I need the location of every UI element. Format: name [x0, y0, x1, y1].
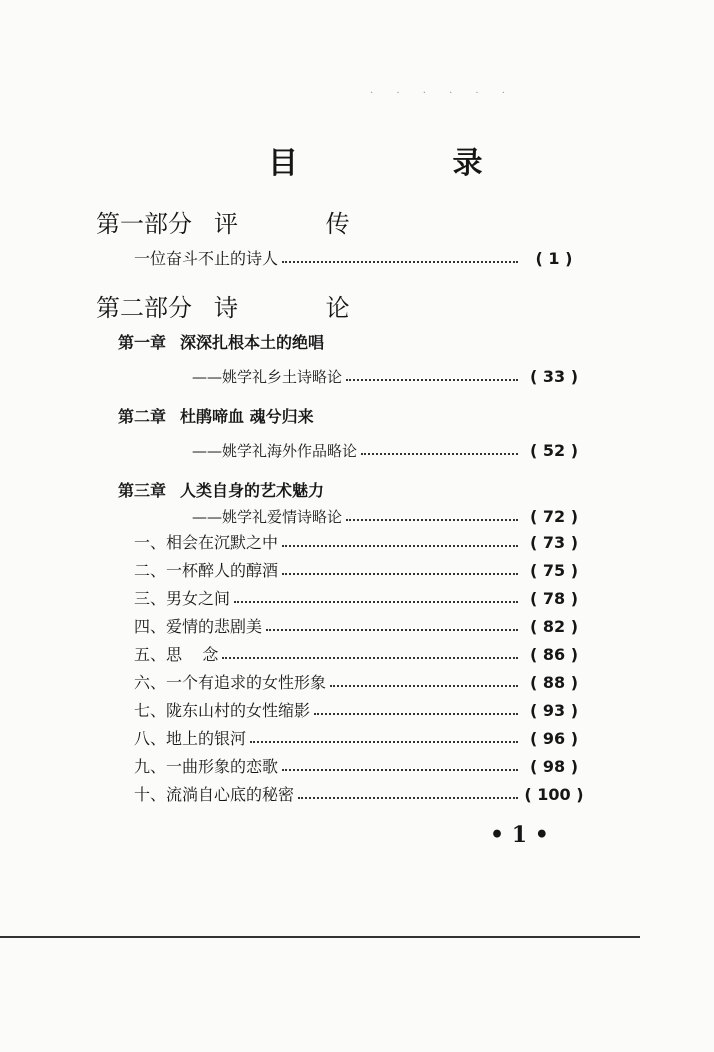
- entry-page: ( 88 ): [529, 673, 579, 692]
- entry-page: ( 75 ): [529, 561, 579, 580]
- toc-entry-section-10[interactable]: [134, 784, 584, 806]
- entry-label: 十、流淌自心底的秘密: [134, 785, 295, 804]
- entry-label: 一位奋斗不止的诗人: [134, 249, 279, 268]
- entry-page: ( 72 ): [529, 507, 579, 526]
- entry-page: ( 96 ): [529, 729, 579, 748]
- toc-entry-section-8[interactable]: [134, 728, 584, 750]
- dot-leader: [346, 379, 518, 381]
- part-heading-2: [96, 288, 390, 323]
- toc-entry-section-4[interactable]: [134, 616, 584, 638]
- toc-entry-chapter-1[interactable]: [192, 366, 584, 388]
- dot-leader: [282, 573, 518, 575]
- page-number: • 1 •: [490, 822, 549, 848]
- entry-page: ( 78 ): [529, 589, 579, 608]
- entry-label: 七、陇东山村的女性缩影: [134, 701, 311, 720]
- entry-page: ( 33 ): [529, 367, 579, 386]
- chapter-heading-3: [118, 478, 324, 501]
- part-heading-1: [96, 204, 390, 239]
- entry-page: ( 1 ): [535, 249, 573, 268]
- toc-title: 目 录: [268, 146, 555, 181]
- toc-entry-section-9[interactable]: [134, 756, 584, 778]
- entry-label: 一、相会在沉默之中: [134, 533, 279, 552]
- entry-label: 五、思 念: [134, 645, 219, 664]
- entry-label: ——姚学礼乡土诗略论: [192, 368, 343, 386]
- entry-page: ( 98 ): [529, 757, 579, 776]
- entry-page: ( 86 ): [529, 645, 579, 664]
- dot-leader: [282, 545, 518, 547]
- toc-entry-section-2[interactable]: [134, 560, 584, 582]
- dot-leader: [222, 657, 518, 659]
- entry-label: 四、爱情的悲剧美: [134, 617, 263, 636]
- entry-label: 三、男女之间: [134, 589, 231, 608]
- entry-page: ( 82 ): [529, 617, 579, 636]
- entry-label: ——姚学礼海外作品略论: [192, 442, 358, 460]
- dot-leader: [282, 769, 518, 771]
- toc-entry-section-3[interactable]: [134, 588, 584, 610]
- part-label: 第一部分: [96, 210, 192, 238]
- dot-leader: [282, 261, 518, 263]
- toc-entry-chapter-2[interactable]: [192, 440, 584, 462]
- chapter-title: 杜鹃啼血 魂兮归来: [180, 407, 314, 426]
- dot-leader: [361, 453, 518, 455]
- dot-leader: [346, 519, 518, 521]
- dot-leader: [234, 601, 518, 603]
- dot-leader: [250, 741, 518, 743]
- entry-label: 六、一个有追求的女性形象: [134, 673, 327, 692]
- chapter-title: 深深扎根本土的绝唱: [180, 333, 325, 352]
- chapter-number: 第二章: [118, 407, 167, 426]
- bottom-rule: [0, 936, 640, 938]
- entry-page: ( 52 ): [529, 441, 579, 460]
- chapter-number: 第一章: [118, 333, 167, 352]
- toc-entry-poet[interactable]: [134, 248, 584, 270]
- dot-leader: [266, 629, 518, 631]
- dot-leader: [314, 713, 518, 715]
- toc-entry-section-1[interactable]: [134, 532, 584, 554]
- entry-label: 二、一杯醉人的醇酒: [134, 561, 279, 580]
- dot-leader: [330, 685, 518, 687]
- part-name: 评 传: [214, 210, 390, 238]
- part-label: 第二部分: [96, 294, 192, 322]
- dot-leader: [298, 797, 518, 799]
- entry-page: ( 93 ): [529, 701, 579, 720]
- part-name: 诗 论: [214, 294, 390, 322]
- chapter-heading-2: [118, 404, 314, 427]
- chapter-title: 人类自身的艺术魅力: [180, 481, 325, 500]
- entry-label: 九、一曲形象的恋歌: [134, 757, 279, 776]
- entry-page: ( 100 ): [524, 785, 584, 804]
- chapter-number: 第三章: [118, 481, 167, 500]
- toc-entry-section-7[interactable]: [134, 700, 584, 722]
- entry-label: 八、地上的银河: [134, 729, 247, 748]
- scan-noise: · · · · · ·: [370, 88, 515, 99]
- chapter-heading-1: [118, 330, 324, 353]
- toc-entry-chapter-3[interactable]: [192, 506, 584, 528]
- entry-page: ( 73 ): [529, 533, 579, 552]
- toc-entry-section-6[interactable]: [134, 672, 584, 694]
- entry-label: ——姚学礼爱情诗略论: [192, 508, 343, 526]
- toc-entry-section-5[interactable]: [134, 644, 584, 666]
